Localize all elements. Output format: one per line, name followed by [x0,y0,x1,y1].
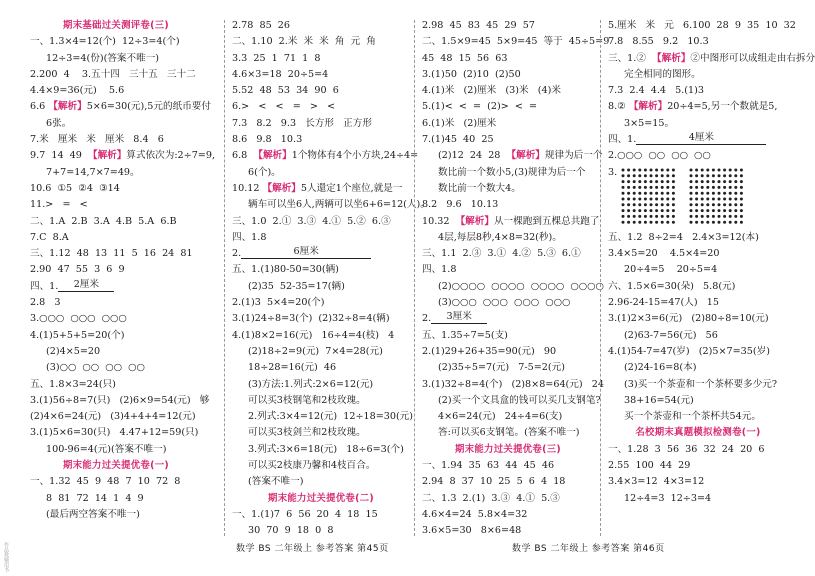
section-title: 名校期末真题模拟检测卷(一) [635,427,761,439]
answer-line: 一、1.28 3 56 36 32 24 20 6 [608,443,765,455]
answer-line: 9.7 14 49 【解析】算式依次为:2÷7=9, [30,150,215,162]
answer-line: 五、1.35÷7=5(支) [422,329,508,341]
answer-column-2 [232,18,430,540]
answer-line: 六、1.5×6=30(朵) 5.8(元) [608,280,736,292]
answer-line: 7+7=14,7×7=49。 [46,166,140,178]
section-title: 期末能力过关提优卷(一) [63,460,169,472]
answer-line: 10.6 ①5 ②4 ③14 [30,182,120,194]
answer-line: 3.列式:3×6=18(元) 18÷6=3(个) [248,443,404,455]
section-title: 期末基础过关测评卷(三) [63,20,169,31]
answer-line: (2)18÷2=9(元) 7×4=28(元) [248,345,383,357]
answer-number: 四、1. [608,134,637,146]
answer-line: 4.(1)米 (2)厘米 (3)米 (4)米 [422,85,561,97]
answer-line: 3.4×5=20 4.5×4=20 [608,248,720,260]
answer-column-1 [30,18,215,523]
answer-line: 7.8 8.55 9.2 10.3 [608,36,709,48]
answer-line: 10.12 【解析】5人還定1个座位,就是一 [232,182,403,194]
ruler-line: 4厘米 [636,132,766,145]
answer-number: 3. [608,166,618,178]
answer-line: 二、1.3 2.(1) 3.③ 4.① 5.③ [422,492,560,504]
answer-line: 二、1.10 2.米 米 米 角 元 角 [232,36,376,48]
answer-line: 2.○○○ ○○ ○○ ○○ [608,150,711,162]
answer-line: 5.52 48 53 34 90 6 [232,85,339,97]
answer-line: 3.(1)56÷8=7(只) (2)6×9=54(元) 够 [30,394,210,406]
answer-line: (2)35÷5=7(元) 7-5=2(元) [438,362,565,374]
answer-line: 数比前一个数大4。 [438,182,521,194]
analysis-tag: 【解析】 [48,101,87,113]
answer-line: 四、1.8 [232,231,267,243]
answer-line: (2)24-16=8(本) [624,362,697,374]
answer-line: 3.3 25 1 71 1 8 [232,52,321,64]
answer-line: 3.(1)2×3=6(元) (2)80÷8=10(元) [608,313,769,325]
answer-line: (3)买一个茶壶和一个茶杯要多少元? [624,378,778,390]
answer-line: 答:可以买6支钢笔。(答案不唯一) [438,427,580,439]
answer-line: 四、1.8 [422,264,457,276]
page-footer-left: 数学 BS 二年级上 参考答案 第45页 [236,544,389,554]
answer-line: 3.(1)32÷8=4(个) (2)8×8=64(元) 24 [422,378,604,390]
analysis-tag: 【解析】 [253,150,292,162]
answer-line: 可以买3枝钢笔和2枝玫瑰。 [248,394,366,406]
column-divider [600,20,601,536]
answer-line: 2.78 85 26 [232,20,290,31]
answer-line: 数比前一个数小5,(3)规律为后一个 [438,166,586,178]
analysis-tag: 【解析】 [87,150,127,162]
answer-line: (2)63-7=56(元) 56 [624,329,718,341]
answer-line: (3)○○○ ○○○ ○○○ ○○○ [438,297,571,309]
answer-line: 3.(1)24÷8=3(个) (2)32÷8=4(辆) [232,313,390,325]
answer-line: 12÷3=4(份)(答案不唯一) [46,52,160,64]
ruler-line: 2厘米 [58,279,114,292]
section-title: 期末能力过关提优卷(二) [268,492,374,504]
answer-line: 6张。 [46,117,72,129]
answer-line: (2)35 52-35=17(辆) [248,280,345,292]
answer-line: 一、1.94 35 63 44 45 46 [422,460,555,472]
ruler-answer [608,132,788,148]
answer-line: 20÷4=5 20÷5=4 [624,264,718,276]
answer-line: 3.(1)5×6=30(只) 4.47+12=59(只) [30,427,199,439]
ruler-line: 3厘米 [431,311,487,324]
answer-line: (2)○○○○ ○○○○ ○○○○ ○○○○ [438,280,604,292]
answer-line: 可以买2枝康乃馨和4枝百合。 [248,460,376,472]
answer-line: 45 48 15 56 63 [422,52,508,64]
answer-line: 三、1.② 【解析】②中图形可以成组走由右拆分 [608,52,815,64]
ruler-line: 6厘米 [241,246,371,259]
answer-line: 18÷28=16(元) 46 [248,362,337,374]
answer-line: 3.6×5=30 8×6=48 [422,525,522,537]
answer-line: 8.② 【解析】20÷4=5,另一个数就是5, [608,101,778,113]
answer-line: 3×5=15。 [624,117,675,129]
analysis-tag: 【解析】 [628,101,668,113]
answer-line: 五、1.(1)80-50=30(辆) [232,264,339,276]
answer-line: 2.98 45 83 45 29 57 [422,20,535,31]
answer-line: 38+16=54(元) [624,394,694,406]
answer-line: 7.3 8.2 9.3 长方形 正方形 [232,117,372,129]
answer-line: 完全相同的图形。 [624,68,701,80]
analysis-tag: 【解析】 [652,52,691,64]
answer-line: 一、1.32 45 9 48 7 10 72 8 [30,476,181,488]
answer-line: 6.(1)米 (2)厘米 [422,117,497,129]
analysis-tag: 【解析】 [455,215,494,227]
answer-line: 2.94 8 37 10 25 5 6 4 18 [422,476,566,488]
answer-line: 一、1.(1)7 6 56 20 4 18 15 [232,508,378,520]
answer-line: 5.(1)< < = (2)> < = [422,101,538,113]
column-divider [414,20,415,536]
answer-line: 10.32 【解析】从一棵跑到五棵总共跑了 [422,215,600,227]
answer-line: 4.6×3=18 20÷5=4 [232,68,329,80]
answer-line: 4.(1)8×2=16(元) 16÷4=4(枝) 4 [232,329,395,341]
answer-line: 8.6 9.8 10.3 [232,134,303,146]
answer-line: 二、1.A 2.B 3.A 4.B 5.A 6.B [30,215,177,227]
answer-line: 可以买3枝剑兰和2枝玫瑰。 [248,427,366,439]
answer-line: 8 81 72 14 1 4 9 [46,492,144,504]
analysis-tag: 【解析】 [262,182,301,194]
answer-line: 五、1.2 8÷2=4 2.4×3=12(本) [608,231,759,243]
answer-line: 一、1.3×4=12(个) 12÷3=4(个) [30,36,180,48]
answer-line: (3)方法:1.列式:2×6=12(元) [248,378,374,390]
answer-line: (2)12 24 28 【解析】规律为后一个 [438,150,603,162]
page-footer-right: 数学 BS 二年级上 参考答案 第46页 [512,544,665,554]
answer-column-4 [608,18,815,507]
ruler-answer [422,311,594,327]
side-note: 作品教辅用书 [3,542,9,572]
answer-line: 7.(1)45 40 25 [422,134,494,146]
answer-line: 三、1.0 2.① 3.③ 4.① 5.② 6.③ [232,215,391,227]
answer-line: 6.6 【解析】5×6=30(元),5元的纸币要付 [30,101,211,113]
answer-line: 8.2 9.6 10.13 [422,199,499,211]
answer-line: 2.(1)3 5×4=20(个) [232,297,325,309]
section-title: 期末能力过关提优卷(三) [455,443,561,455]
answer-line: 4×6=24(元) 24÷4=6(支) [438,411,563,423]
answer-number: 2. [232,248,242,260]
answer-line: (2)买一个文具盒的钱可以买几支钢笔? [438,394,601,406]
answer-line: 5.厘米 米 元 6.100 28 9 35 10 32 [608,20,796,31]
answer-line: 6.8 【解析】1个物体有4个小方块,24÷4= [232,150,419,162]
answer-line: 6(个)。 [248,166,281,178]
answer-line: 辆车可以坐6人,两辆可以坐6+6=12(人)。 [248,199,430,211]
answer-line: 7.米 厘米 米 厘米 8.4 6 [30,134,164,146]
dot-grid-figure [620,167,770,229]
answer-line: (答案不唯一) [248,476,304,488]
answer-line: 4层,每层8秒,4×8=32(秒)。 [438,231,562,243]
answer-line: 2.96-24-15=47(人) 15 [608,297,719,309]
answer-line: 7.C 8.A [30,231,69,243]
answer-line: 12÷4=3 12÷3=4 [624,492,712,504]
answer-line: 2.(1)29+26+35=90(元) 90 [422,345,557,357]
answer-line: 二、1.5×9=45 5×9=45 等于 45÷5=9 [422,36,610,48]
answer-line: 4.4×9=36(元) 5.6 [30,85,125,97]
answer-line: (2)4×6=24(元) (3)4+4+4=12(元) [30,411,196,423]
dot-grid-answer [608,165,788,181]
answer-line: 11.> = < [30,199,88,211]
answer-line: 2.55 100 44 29 [608,460,691,472]
ruler-answer [30,279,202,295]
answer-line: 3.(1)50 (2)10 (2)50 [422,68,521,80]
answer-number: 2. [422,313,432,325]
answer-line: 4.(1)54-7=47(岁) (2)5×7=35(岁) [608,345,770,357]
answer-line: 30 70 9 18 0 8 [248,525,334,537]
answer-line: 3.4×3=12 4×3=12 [608,476,705,488]
answer-line: 4.6×4=24 5.8×4=32 [422,508,528,520]
answer-line: 2.列式:3×4=12(元) 12÷18=30(元) [248,411,414,423]
answer-line: 4.(1)5+5+5=20(个) [30,329,125,341]
answer-line: (3)○○ ○○ ○○ ○○ [46,362,145,374]
answer-line: 2.8 3 [30,297,61,309]
answer-line: 6.> < < = > < [232,101,336,113]
column-divider [224,20,225,536]
answer-line: 3.○○○ ○○○ ○○○ [30,313,127,325]
answer-line: 三、1.1 2.③ 3.① 4.② 5.③ 6.① [422,248,581,260]
answer-line: 2.90 47 55 3 6 9 [30,264,125,276]
ruler-answer [232,246,410,262]
answer-line: 2.200 4 3.五十四 三十五 三十二 [30,68,196,80]
answer-line: (最后两空答案不唯一) [46,508,140,520]
answer-line: (2)4×5=20 [46,345,101,357]
answer-line: 7.3 2.4 4.4 5.(1)3 [608,85,704,97]
answer-line: 买一个茶壶和一个茶杯共54元。 [624,411,761,423]
answer-number: 四、1. [30,280,59,292]
answer-line: 三、1.12 48 13 11 5 16 24 81 [30,248,193,260]
analysis-tag: 【解析】 [506,150,545,162]
answer-line: 100-96=4(元)(答案不唯一) [46,443,167,455]
answer-line: 五、1.8×3=24(只) [30,378,116,390]
answer-column-3 [422,18,610,540]
